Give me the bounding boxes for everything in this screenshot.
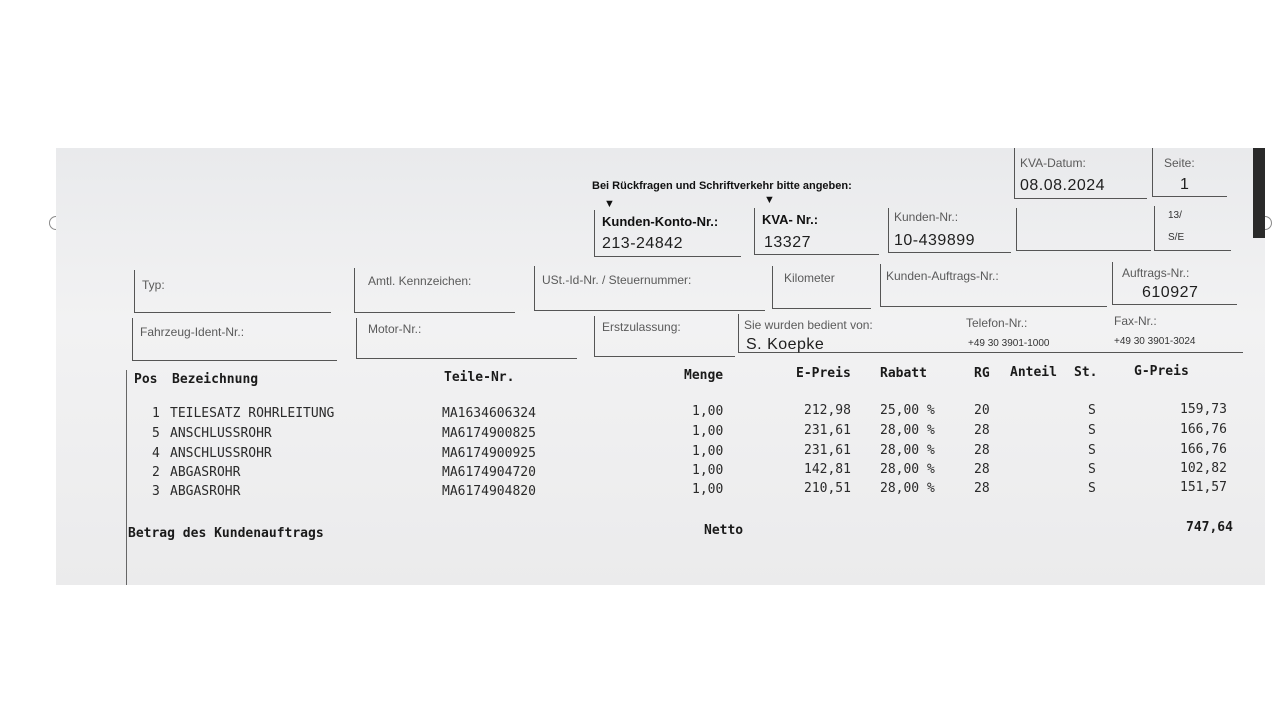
- cell-teile: MA6174900825: [442, 426, 536, 441]
- fin-label: Fahrzeug-Ident-Nr.:: [140, 325, 245, 339]
- arrow-down-icon: ▼: [604, 198, 615, 210]
- cell-pos: 1: [152, 406, 160, 421]
- cell-st: S: [1088, 462, 1096, 477]
- bedient-label: Sie wurden bedient von:: [744, 318, 873, 332]
- cell-bezeichnung: ABGASROHR: [170, 484, 241, 499]
- cell-epreis: 231,61: [804, 423, 851, 438]
- fax-label: Fax-Nr.:: [1114, 314, 1157, 328]
- cell-teile: MA6174904820: [442, 484, 536, 499]
- col-header-teile: Teile-Nr.: [444, 370, 515, 385]
- cell-gpreis: 159,73: [1180, 402, 1227, 417]
- notice-text: Bei Rückfragen und Schriftverkehr bitte angeben:: [592, 180, 852, 192]
- seite-value: 1: [1180, 176, 1190, 193]
- bedient-name: S. Koepke: [746, 336, 825, 353]
- cell-epreis: 212,98: [804, 403, 851, 418]
- ust-label: USt.-Id-Nr. / Steuernummer:: [542, 273, 692, 287]
- cell-teile: MA6174900925: [442, 446, 536, 461]
- kva-datum-label: KVA-Datum:: [1020, 156, 1086, 170]
- cell-rg: 28: [974, 443, 990, 458]
- total-label: Betrag des Kundenauftrags: [128, 526, 324, 541]
- cell-st: S: [1088, 443, 1096, 458]
- telefon-label: Telefon-Nr.:: [966, 316, 1028, 330]
- arrow-down-icon: ▼: [764, 194, 775, 206]
- cell-menge: 1,00: [692, 404, 724, 419]
- kunden-nr-label: Kunden-Nr.:: [894, 210, 959, 224]
- km-label: Kilometer: [784, 271, 835, 285]
- table-row: [56, 442, 1265, 466]
- auftrags-label: Auftrags-Nr.:: [1122, 266, 1190, 280]
- cell-rabatt: 28,00 %: [880, 462, 935, 477]
- total-value: 747,64: [1186, 520, 1233, 535]
- cell-menge: 1,00: [692, 444, 724, 459]
- col-header-anteil: Anteil: [1010, 365, 1057, 380]
- cell-gpreis: 166,76: [1180, 422, 1227, 437]
- col-header-gpreis: G-Preis: [1134, 364, 1189, 379]
- cell-rabatt: 28,00 %: [880, 481, 935, 496]
- table-row: [56, 480, 1265, 504]
- cell-st: S: [1088, 423, 1096, 438]
- col-header-bezeichnung: Bezeichnung: [172, 372, 259, 387]
- seite-label: Seite:: [1164, 156, 1195, 170]
- cell-bezeichnung: ANSCHLUSSROHR: [170, 446, 272, 461]
- fax-value: +49 30 3901-3024: [1114, 336, 1196, 347]
- document-photo: [56, 148, 1265, 585]
- kennzeichen-label: Amtl. Kennzeichen:: [368, 274, 472, 288]
- cell-pos: 2: [152, 465, 160, 480]
- kundenkonto-value: 213-24842: [602, 235, 684, 252]
- background-edge: [1253, 148, 1265, 238]
- cell-st: S: [1088, 481, 1096, 496]
- cell-rg: 28: [974, 481, 990, 496]
- cell-st: S: [1088, 403, 1096, 418]
- cell-rabatt: 28,00 %: [880, 423, 935, 438]
- cell-epreis: 231,61: [804, 443, 851, 458]
- cell-gpreis: 102,82: [1180, 461, 1227, 476]
- motor-label: Motor-Nr.:: [368, 322, 422, 336]
- cell-pos: 3: [152, 484, 160, 499]
- code-box: [1154, 206, 1231, 251]
- col-header-rg: RG: [974, 366, 990, 381]
- cell-epreis: 142,81: [804, 462, 851, 477]
- cell-menge: 1,00: [692, 424, 724, 439]
- table-row: [56, 461, 1265, 485]
- kundenauftrag-label: Kunden-Auftrags-Nr.:: [886, 269, 999, 283]
- col-header-rabatt: Rabatt: [880, 366, 927, 381]
- cell-teile: MA1634606324: [442, 406, 536, 421]
- code-top: 13/: [1168, 210, 1182, 221]
- telefon-value: +49 30 3901-1000: [968, 338, 1050, 349]
- cell-bezeichnung: TEILESATZ ROHRLEITUNG: [170, 406, 335, 421]
- cell-teile: MA6174904720: [442, 465, 536, 480]
- kva-datum-value: 08.08.2024: [1020, 177, 1106, 194]
- netto-label: Netto: [704, 523, 744, 538]
- erstzulassung-label: Erstzulassung:: [602, 320, 681, 334]
- table-row: [56, 422, 1265, 446]
- col-header-epreis: E-Preis: [796, 366, 851, 381]
- kundenkonto-label: Kunden-Konto-Nr.:: [602, 214, 719, 229]
- cell-bezeichnung: ANSCHLUSSROHR: [170, 426, 272, 441]
- cell-epreis: 210,51: [804, 481, 851, 496]
- cell-menge: 1,00: [692, 463, 724, 478]
- cell-rabatt: 28,00 %: [880, 443, 935, 458]
- col-header-st: St.: [1074, 365, 1098, 380]
- table-row: [56, 402, 1265, 426]
- cell-rg: 20: [974, 403, 990, 418]
- typ-label: Typ:: [142, 278, 165, 292]
- cell-pos: 4: [152, 446, 160, 461]
- cell-rg: 28: [974, 423, 990, 438]
- code-bottom: S/E: [1168, 232, 1185, 243]
- cell-rg: 28: [974, 462, 990, 477]
- kva-nr-value: 13327: [764, 234, 811, 251]
- auftrags-value: 610927: [1142, 284, 1199, 301]
- col-header-pos: Pos: [134, 372, 158, 387]
- cell-bezeichnung: ABGASROHR: [170, 465, 241, 480]
- cell-gpreis: 151,57: [1180, 480, 1227, 495]
- empty-box: [1016, 208, 1151, 251]
- cell-menge: 1,00: [692, 482, 724, 497]
- cell-rabatt: 25,00 %: [880, 403, 935, 418]
- kunden-nr-value: 10-439899: [894, 232, 976, 249]
- col-header-menge: Menge: [684, 368, 724, 383]
- cell-pos: 5: [152, 426, 160, 441]
- cell-gpreis: 166,76: [1180, 442, 1227, 457]
- kva-nr-label: KVA- Nr.:: [762, 212, 819, 227]
